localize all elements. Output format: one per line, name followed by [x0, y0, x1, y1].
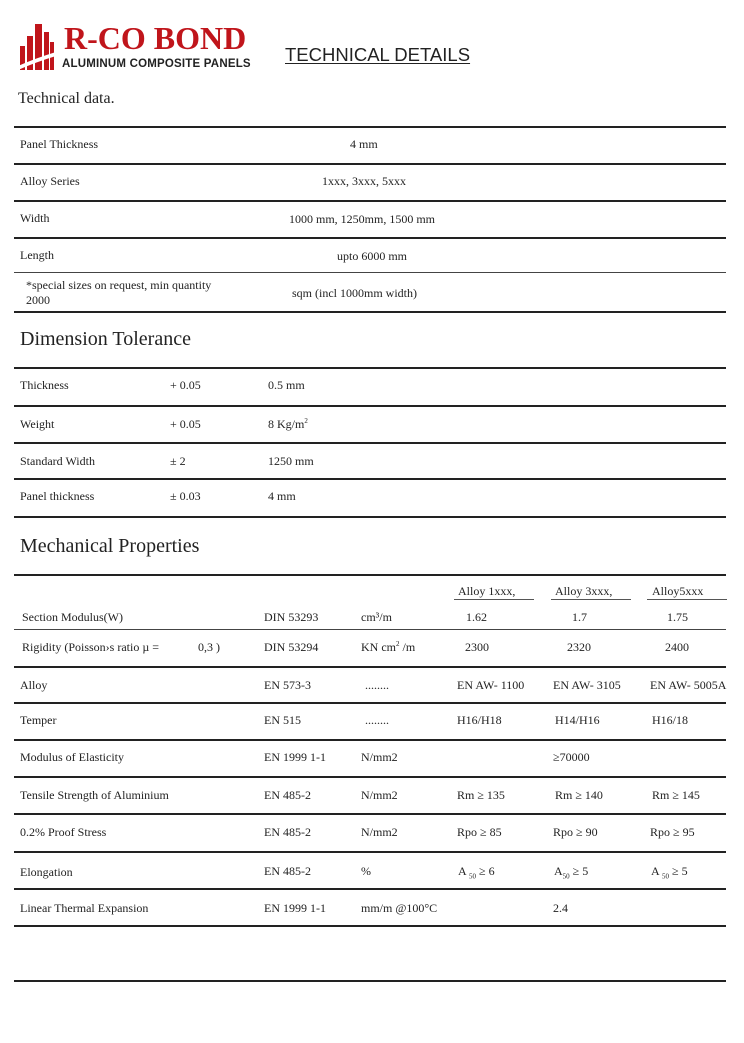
alloy-header-underline [551, 599, 631, 600]
divider [14, 629, 726, 630]
tol-label-thickness: Thickness [20, 378, 69, 392]
divider [14, 739, 726, 741]
tech-label-thickness: Panel Thickness [20, 137, 99, 151]
tol-label-panel-thickness: Panel thickness [20, 489, 95, 503]
brand-name: R-CO BOND [64, 20, 247, 56]
mech-v2-temper: H14/H16 [555, 713, 600, 727]
mech-unit-temper: ........ [365, 713, 389, 727]
divider [14, 442, 726, 444]
mech-std-temper: EN 515 [264, 713, 301, 727]
tech-label-alloy: Alloy Series [20, 174, 80, 188]
divider [14, 163, 726, 165]
tol-label-weight: Weight [20, 417, 55, 431]
mech-v1-temper: H16/H18 [457, 713, 502, 727]
mech-v2-rigidity: 2320 [567, 640, 591, 654]
mech-v3-alloy: EN AW- 5005A [650, 678, 727, 692]
tech-value-width: 1000 mm, 1250mm, 1500 mm [289, 212, 436, 226]
divider [14, 925, 726, 927]
mech-std-thermal: EN 1999 1-1 [264, 901, 326, 915]
tech-label-width: Width [20, 211, 50, 225]
divider [14, 776, 726, 778]
mech-v2-section-modulus: 1.7 [572, 610, 587, 624]
tol-spec-panel-thickness: 4 mm [268, 489, 296, 503]
mech-label-tensile: Tensile Strength of Aluminium [20, 788, 169, 802]
document-title: TECHNICAL DETAILS [285, 44, 471, 65]
mech-label-rigidity: Rigidity (Poisson›s ratio µ = [22, 640, 160, 654]
mech-std-tensile: EN 485-2 [264, 788, 311, 802]
divider [14, 851, 726, 853]
tol-label-std-width: Standard Width [20, 454, 95, 468]
mech-unit-section-modulus: cm³/m [361, 610, 392, 624]
mech-v2-elasticity: ≥70000 [553, 750, 590, 764]
mech-unit-alloy: ........ [365, 678, 389, 692]
divider [14, 405, 726, 407]
divider [14, 200, 726, 202]
mech-v3-elongation: A $_{50}$ ≥ 5 [651, 864, 688, 881]
mech-std-proof: EN 485-2 [264, 825, 311, 839]
mech-label-temper: Temper [20, 713, 57, 727]
divider [14, 666, 726, 668]
divider [14, 367, 726, 369]
alloy-header-5xxx: Alloy5xxx [652, 584, 704, 598]
divider [14, 574, 726, 576]
mech-v2-thermal: 2.4 [553, 901, 568, 915]
tech-label-length: Length [20, 248, 54, 262]
mech-unit-proof: N/mm2 [361, 825, 398, 839]
building-logo-icon [18, 22, 56, 72]
mech-v1-tensile: Rm ≥ 135 [457, 788, 505, 802]
tol-value-weight: + 0.05 [170, 417, 201, 431]
tol-spec-std-width: 1250 mm [268, 454, 314, 468]
divider [14, 888, 726, 890]
tech-value-length: upto 6000 mm [337, 249, 408, 263]
divider [14, 311, 726, 313]
mech-label-alloy: Alloy [20, 678, 48, 692]
tolerance-heading: Dimension Tolerance [20, 328, 191, 350]
tol-value-thickness: + 0.05 [170, 378, 201, 392]
divider [14, 126, 726, 128]
mech-v3-proof: Rpo ≥ 95 [650, 825, 695, 839]
tech-value-alloy: 1xxx, 3xxx, 5xxx [322, 174, 406, 188]
divider [14, 702, 726, 704]
mech-v1-section-modulus: 1.62 [466, 610, 487, 624]
mech-label-thermal: Linear Thermal Expansion [20, 901, 149, 915]
mech-v2-elongation: $A_{50} \ge 5$ [554, 864, 589, 881]
tol-spec-weight: 8 $Kg/m^2$ [268, 417, 308, 431]
mech-std-rigidity: DIN 53294 [264, 640, 319, 654]
alloy-header-underline [647, 599, 727, 600]
mech-v1-proof: Rpo ≥ 85 [457, 825, 502, 839]
tech-note-line2: 2000 [26, 293, 50, 307]
mech-unit-rigidity: KN $cm^2$ /m [361, 640, 416, 654]
mech-label-proof: 0.2% Proof Stress [20, 825, 107, 839]
mech-std-section-modulus: DIN 53293 [264, 610, 319, 624]
divider [14, 516, 726, 518]
mech-ratio-rigidity: 0,3 ) [198, 640, 220, 654]
mech-std-elongation: EN 485-2 [264, 864, 311, 878]
mech-v2-alloy: EN AW- 3105 [553, 678, 621, 692]
mech-label-elongation: Elongation [20, 865, 73, 879]
tol-value-std-width: ± 2 [170, 454, 186, 468]
mech-v3-tensile: Rm ≥ 145 [652, 788, 700, 802]
mech-unit-elasticity: N/mm2 [361, 750, 398, 764]
divider [14, 272, 726, 273]
tol-value-panel-thickness: ± 0.03 [170, 489, 201, 503]
divider [14, 237, 726, 239]
alloy-header-underline [454, 599, 534, 600]
mech-std-alloy: EN 573-3 [264, 678, 311, 692]
brand-tagline: ALUMINUM COMPOSITE PANELS [62, 58, 251, 70]
mech-v3-rigidity: 2400 [665, 640, 689, 654]
mech-unit-tensile: N/mm2 [361, 788, 398, 802]
tech-note-line1: *special sizes on request, min quantity [26, 278, 212, 292]
tol-spec-thickness: 0.5 mm [268, 378, 305, 392]
mech-v2-tensile: Rm ≥ 140 [555, 788, 603, 802]
mech-v1-alloy: EN AW- 1100 [457, 678, 525, 692]
divider [14, 980, 726, 982]
mech-v1-rigidity: 2300 [465, 640, 489, 654]
mech-label-elasticity: Modulus of Elasticity [20, 750, 124, 764]
divider [14, 478, 726, 480]
alloy-header-1xxx: Alloy 1xxx, [458, 584, 516, 598]
tech-note-value: sqm (incl 1000mm width) [292, 286, 417, 300]
mech-unit-elongation: % [361, 864, 371, 878]
alloy-header-3xxx: Alloy 3xxx, [555, 584, 613, 598]
mech-std-elasticity: EN 1999 1-1 [264, 750, 326, 764]
mech-unit-thermal: mm/m @100°C [361, 901, 438, 915]
tech-value-thickness: 4 mm [350, 137, 378, 151]
mech-v1-elongation: A $_{50}$ ≥ 6 [458, 864, 495, 881]
mech-v3-section-modulus: 1.75 [667, 610, 688, 624]
mech-label-section-modulus: Section Modulus(W) [22, 610, 123, 624]
divider [14, 813, 726, 815]
technical-heading: Technical data. [18, 90, 115, 107]
mech-v2-proof: Rpo ≥ 90 [553, 825, 598, 839]
mech-v3-temper: H16/18 [652, 713, 688, 727]
mechanical-heading: Mechanical Properties [20, 535, 200, 557]
